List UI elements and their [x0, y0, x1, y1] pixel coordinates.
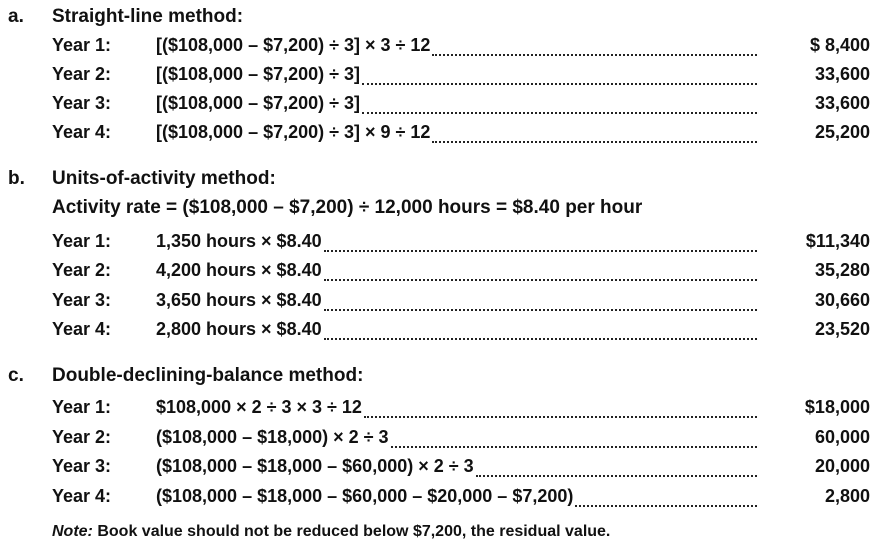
amount: 23,520 [814, 319, 870, 339]
note-text: Book value should not be reduced below $7,200, the residual value. [97, 523, 611, 540]
amount: $11,340 [805, 231, 870, 251]
activity-rate: Activity rate = ($108,000 – $7,200) ÷ 12,000 hours = $8.40 per hour [52, 197, 643, 218]
calculation: 3,650 hours × $8.40 [156, 290, 322, 310]
dot-leader [362, 110, 757, 114]
amount: 25,200 [814, 122, 870, 142]
year-label: Year 2: [52, 64, 112, 84]
dot-leader [324, 277, 757, 281]
year-label: Year 3: [52, 93, 112, 113]
dot-leader [324, 248, 757, 252]
year-label: Year 2: [52, 427, 112, 447]
dot-leader [362, 81, 757, 85]
dot-leader [324, 307, 757, 311]
dot-leader [432, 52, 757, 56]
table-row [0, 35, 876, 61]
year-label: Year 1: [52, 397, 112, 417]
amount: $ 8,400 [809, 35, 870, 55]
year-label: Year 1: [52, 231, 112, 251]
section-b-title: Units-of-activity method: [52, 168, 276, 189]
amount: $18,000 [804, 397, 870, 417]
calculation: $108,000 × 2 ÷ 3 × 3 ÷ 12 [156, 397, 362, 417]
year-label: Year 2: [52, 260, 112, 280]
table-row [0, 319, 876, 345]
year-label: Year 4: [52, 486, 112, 506]
calculation: ($108,000 – $18,000 – $60,000) × 2 ÷ 3 [156, 456, 474, 476]
table-row [0, 486, 876, 512]
amount: 20,000 [814, 456, 870, 476]
table-row [0, 397, 876, 423]
amount: 33,600 [814, 64, 870, 84]
dot-leader [476, 473, 757, 477]
amount: 60,000 [814, 427, 870, 447]
year-label: Year 3: [52, 456, 112, 476]
table-row [0, 122, 876, 148]
section-b-letter: b. [8, 168, 25, 189]
section-c-title: Double-declining-balance method: [52, 365, 364, 386]
table-row [0, 64, 876, 90]
dot-leader [391, 444, 757, 448]
amount: 33,600 [814, 93, 870, 113]
section-c-letter: c. [8, 365, 24, 386]
table-row [0, 427, 876, 453]
calculation: [($108,000 – $7,200) ÷ 3] [156, 64, 361, 84]
calculation: [($108,000 – $7,200) ÷ 3] [156, 93, 361, 113]
calculation: ($108,000 – $18,000) × 2 ÷ 3 [156, 427, 389, 447]
dot-leader [324, 336, 757, 340]
calculation: ($108,000 – $18,000 – $60,000 – $20,000 – $7,200) [156, 486, 574, 506]
amount: 30,660 [814, 290, 870, 310]
calculation: 4,200 hours × $8.40 [156, 260, 322, 280]
amount: 35,280 [814, 260, 870, 280]
calculation: [($108,000 – $7,200) ÷ 3] × 9 ÷ 12 [156, 122, 431, 142]
table-row [0, 456, 876, 482]
year-label: Year 1: [52, 35, 112, 55]
table-row [0, 290, 876, 316]
footnote [52, 523, 610, 541]
calculation: [($108,000 – $7,200) ÷ 3] × 3 ÷ 12 [156, 35, 431, 55]
note-label: Note: [52, 523, 93, 540]
calculation: 1,350 hours × $8.40 [156, 231, 322, 251]
year-label: Year 4: [52, 319, 112, 339]
year-label: Year 3: [52, 290, 112, 310]
section-a-title: Straight-line method: [52, 6, 244, 27]
table-row [0, 260, 876, 286]
dot-leader [432, 139, 757, 143]
table-row [0, 231, 876, 257]
section-a-letter: a. [8, 6, 24, 27]
calculation: 2,800 hours × $8.40 [156, 319, 322, 339]
dot-leader [575, 503, 757, 507]
year-label: Year 4: [52, 122, 112, 142]
amount: 2,800 [824, 486, 870, 506]
dot-leader [364, 414, 757, 418]
table-row [0, 93, 876, 119]
